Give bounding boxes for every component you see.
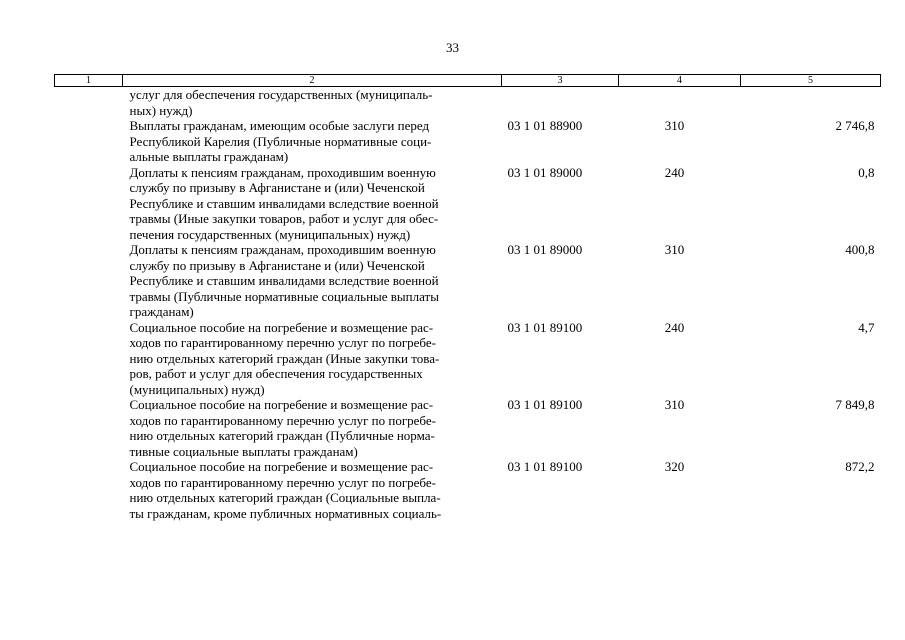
amount-cell: 400,8 <box>845 242 875 257</box>
description-line: Республике и ставшим инвалидами вследствие военной <box>129 195 439 211</box>
target-code-cell: 03 1 01 89100 <box>507 459 583 474</box>
table-row <box>55 397 881 459</box>
table-row <box>55 118 881 165</box>
amount-cell: 872,2 <box>845 459 875 474</box>
description-line: альные выплаты гражданам) <box>129 149 289 164</box>
amount-cell: 7 849,8 <box>835 397 875 412</box>
description-line: услуг для обеспечения государственных (муниципаль- <box>129 87 433 102</box>
description-line: ходов по гарантированному перечню услуг по погребе- <box>129 335 436 350</box>
description-line: травмы (Публичные нормативные социальные выплаты <box>129 288 439 304</box>
target-code-cell <box>502 87 619 119</box>
description-line: ров, работ и услуг для обеспечения государственных <box>129 366 423 381</box>
description-line: гражданам) <box>129 304 194 319</box>
description-line: нию отдельных категорий граждан (Публичные норма- <box>129 428 435 443</box>
description-line: травмы (Иные закупки товаров, работ и услуг для обес- <box>129 211 439 226</box>
expense-type-cell: 240 <box>664 319 685 335</box>
description-line: Доплаты к пенсиям гражданам, проходившим военную <box>129 242 436 257</box>
column-header-4: 4 <box>619 75 741 87</box>
description-line: Социальное пособие на погребение и возмещение рас- <box>129 397 434 412</box>
row-number-cell <box>55 397 123 459</box>
target-code-cell: 03 1 01 88900 <box>507 118 583 133</box>
table-row <box>55 320 881 398</box>
column-header-5: 5 <box>741 75 881 87</box>
column-header-1: 1 <box>55 75 123 87</box>
description-line: Доплаты к пенсиям гражданам, проходившим военную <box>129 164 436 180</box>
description-cell <box>123 459 502 521</box>
table-body <box>55 87 881 522</box>
row-number-cell <box>55 320 123 398</box>
description-cell <box>123 397 502 459</box>
expense-type-cell: 310 <box>664 242 685 257</box>
table-row <box>55 459 881 521</box>
expense-type-cell <box>619 87 741 119</box>
description-line: Республикой Карелия (Публичные нормативные соци- <box>129 133 432 149</box>
budget-table <box>54 74 881 521</box>
expense-type-cell: 320 <box>664 459 685 474</box>
page-number: 33 <box>446 40 459 55</box>
amount-cell: 4,7 <box>858 319 875 335</box>
description-cell <box>123 165 502 243</box>
description-line: ных) нужд) <box>129 102 193 118</box>
column-header-3: 3 <box>502 75 619 87</box>
description-line: печения государственных (муниципальных) нужд) <box>129 226 411 242</box>
table-row <box>55 87 881 119</box>
expense-type-cell: 310 <box>664 397 685 412</box>
description-cell <box>123 118 502 165</box>
description-line: службу по призыву в Афганистане и (или) Чеченской <box>129 180 425 195</box>
amount-cell: 0,8 <box>858 164 875 180</box>
target-code-cell: 03 1 01 89000 <box>507 164 583 180</box>
description-cell <box>123 242 502 320</box>
description-line: нию отдельных категорий граждан (Иные закупки това- <box>129 350 440 366</box>
row-number-cell <box>55 118 123 165</box>
amount-cell <box>741 87 881 119</box>
row-number-cell <box>55 242 123 320</box>
description-line: службу по призыву в Афганистане и (или) Чеченской <box>129 257 425 273</box>
amount-cell: 2 746,8 <box>835 118 875 133</box>
description-line: ходов по гарантированному перечню услуг по погребе- <box>129 412 436 428</box>
expense-type-cell: 240 <box>664 164 685 180</box>
description-line: тивные социальные выплаты гражданам) <box>129 443 358 459</box>
description-cell <box>123 87 502 119</box>
description-line: Социальное пособие на погребение и возмещение рас- <box>129 319 434 335</box>
column-header-2: 2 <box>123 75 502 87</box>
table-header-row <box>55 75 881 87</box>
description-line: ты гражданам, кроме публичных нормативных социаль- <box>129 505 442 521</box>
row-number-cell <box>55 165 123 243</box>
description-line: Выплаты гражданам, имеющим особые заслуги перед <box>129 118 430 133</box>
target-code-cell: 03 1 01 89100 <box>507 319 583 335</box>
target-code-cell: 03 1 01 89000 <box>507 242 583 257</box>
description-line: (муниципальных) нужд) <box>129 381 265 397</box>
table-row <box>55 242 881 320</box>
row-number-cell <box>55 459 123 521</box>
target-code-cell: 03 1 01 89100 <box>507 397 583 412</box>
row-number-cell <box>55 87 123 119</box>
description-line: нию отдельных категорий граждан (Социальные выпла- <box>129 490 441 505</box>
table-row <box>55 165 881 243</box>
description-cell <box>123 320 502 398</box>
description-line: Социальное пособие на погребение и возмещение рас- <box>129 459 434 474</box>
expense-type-cell: 310 <box>664 118 685 133</box>
description-line: Республике и ставшим инвалидами вследствие военной <box>129 273 439 288</box>
description-line: ходов по гарантированному перечню услуг по погребе- <box>129 474 436 490</box>
